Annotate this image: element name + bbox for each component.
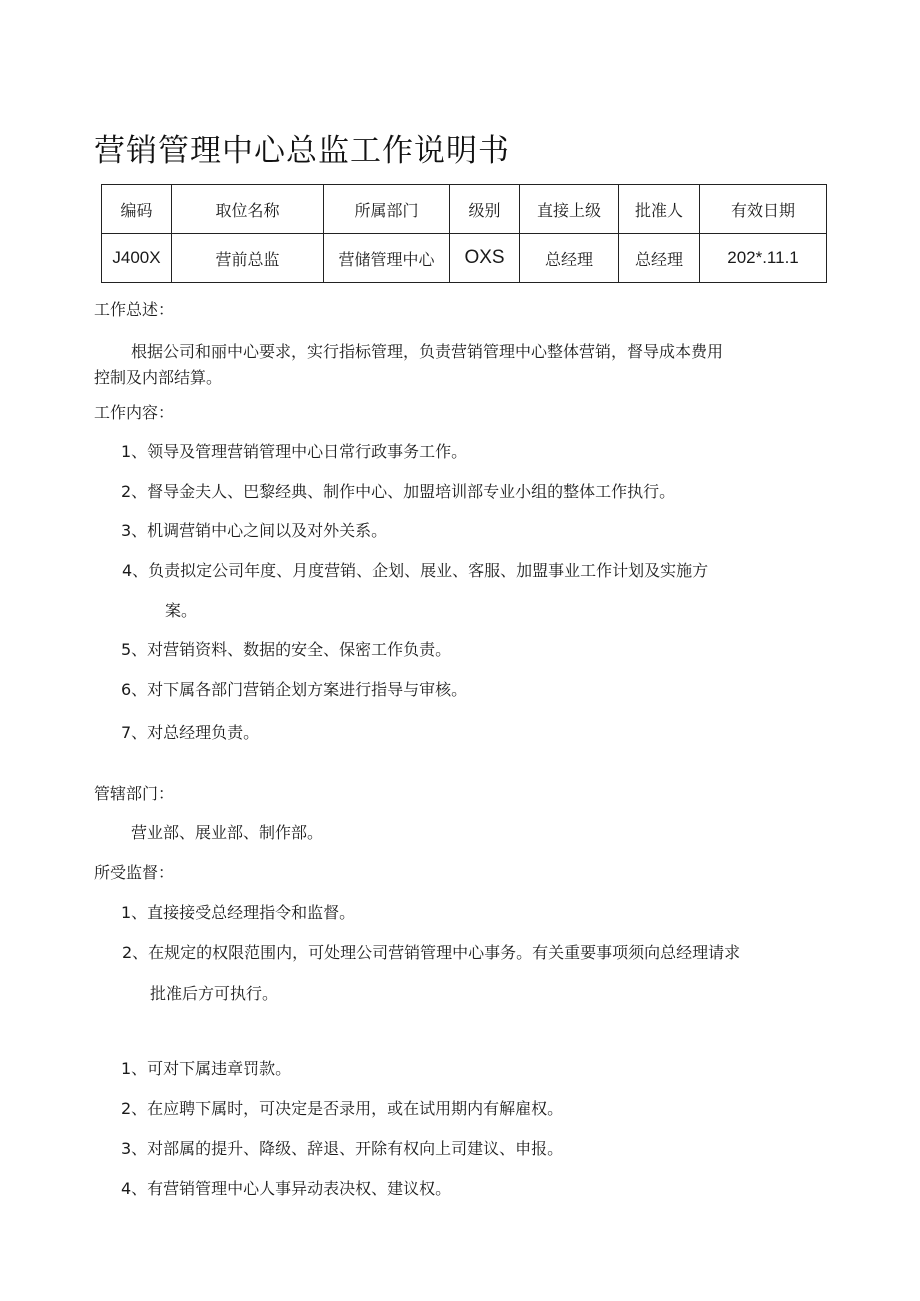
content-item-6: 6、对下属各部门营销企划方案进行指导与审核。	[121, 680, 468, 699]
departments-text: 营业部、展业部、制作部。	[131, 823, 324, 842]
authority-item-2: 2、在应聘下属时，可决定是否录用，或在试用期内有解雇权。	[121, 1099, 564, 1118]
cell-position-name: 营前总监	[172, 234, 324, 283]
summary-line-2: 控制及内部结算。	[94, 368, 223, 387]
supervision-item-2: 2、在规定的权限范围内，可处理公司营销管理中心事务。有关重要事项须向总经理请求	[122, 943, 741, 962]
header-department: 所属部门	[324, 185, 450, 234]
header-effective-date: 有效日期	[700, 185, 827, 234]
authority-item-1: 1、可对下属违章罚款。	[121, 1059, 292, 1078]
content-item-1: 1、领导及管理营销管理中心日常行政事务工作。	[121, 442, 468, 461]
header-code: 编码	[102, 185, 172, 234]
authority-item-3: 3、对部属的提升、降级、辞退、开除有权向上司建议、申报。	[121, 1139, 564, 1158]
job-info-table	[101, 184, 827, 283]
cell-department: 营储管理中心	[324, 234, 450, 283]
content-item-4-continued: 案。	[165, 601, 198, 620]
cell-direct-superior: 总经理	[520, 234, 619, 283]
header-level: 级别	[450, 185, 520, 234]
content-item-2: 2、督导金夫人、巴黎经典、制作中心、加盟培训部专业小组的整体工作执行。	[121, 482, 676, 501]
page-title: 营销管理中心总监工作说明书	[94, 133, 510, 169]
cell-approver: 总经理	[619, 234, 700, 283]
table-row	[102, 234, 827, 283]
cell-effective-date: 202*.11.1	[700, 234, 827, 283]
content-item-3: 3、机调营销中心之间以及对外关系。	[121, 521, 388, 540]
supervision-item-2-continued: 批准后方可执行。	[150, 984, 279, 1003]
header-position-name: 取位名称	[172, 185, 324, 234]
header-direct-superior: 直接上级	[520, 185, 619, 234]
summary-heading: 工作总述：	[94, 300, 175, 319]
summary-line-1: 根据公司和丽中心要求，实行指标管理，负责营销管理中心整体营销，督导成本费用	[131, 342, 724, 361]
table-header-row	[102, 185, 827, 234]
supervision-heading: 所受监督：	[94, 863, 175, 882]
cell-level: OXS	[450, 234, 520, 283]
content-heading: 工作内容：	[94, 403, 175, 422]
authority-item-4: 4、有营销管理中心人事异动表决权、建议权。	[121, 1179, 452, 1198]
content-item-5: 5、对营销资料、数据的安全、保密工作负责。	[121, 640, 452, 659]
supervision-item-1: 1、直接接受总经理指令和监督。	[121, 903, 356, 922]
content-item-7: 7、对总经理负责。	[121, 723, 260, 742]
departments-heading: 管辖部门：	[94, 784, 175, 803]
content-item-4: 4、负责拟定公司年度、月度营销、企划、展业、客服、加盟事业工作计划及实施方	[122, 561, 709, 580]
cell-code: J400X	[102, 234, 172, 283]
header-approver: 批准人	[619, 185, 700, 234]
